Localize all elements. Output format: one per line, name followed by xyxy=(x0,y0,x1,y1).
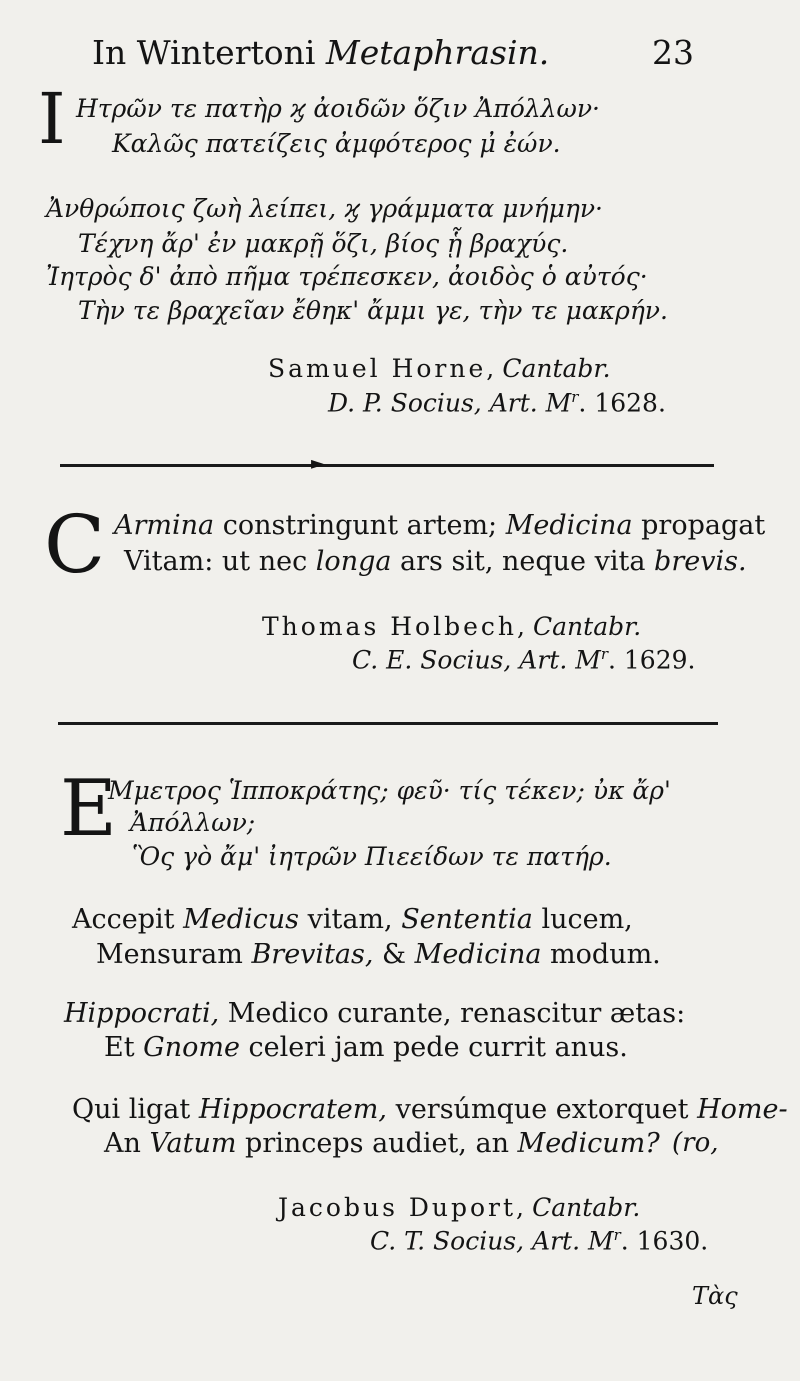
signature-3-sup: r xyxy=(613,1226,621,1244)
latin-3-stanza-3-line-1 xyxy=(72,1096,788,1123)
signature-1-title: D. P. Socius, Art. M xyxy=(328,388,572,418)
signature-1-year: . 1628. xyxy=(578,388,666,418)
signature-3-year: . 1630. xyxy=(620,1226,709,1256)
latin-3-stanza-3-line-2 xyxy=(104,1130,660,1157)
text-span: celeri jam pede currit anus. xyxy=(239,1032,628,1063)
word-armina: Armina xyxy=(114,510,215,541)
word-brevis: brevis. xyxy=(654,546,747,577)
signature-1-author: Samuel Horne, xyxy=(268,354,498,383)
text-span: Accepit xyxy=(72,904,184,935)
header-title-italic: Metaphrasin. xyxy=(325,33,550,72)
header-title-roman: In Wintertoni xyxy=(92,33,326,72)
greek-3-line-1: Μμετρος Ἱπποκράτης; φεῦ· τίς τέκεν; ὐκ ἄρ' xyxy=(108,776,671,805)
section-rule-2 xyxy=(58,722,718,725)
word-longa: longa xyxy=(315,546,392,577)
word-sententia: Sententia xyxy=(401,904,533,935)
text-span: Et xyxy=(104,1032,144,1063)
catchword: Τὰς xyxy=(692,1282,738,1310)
signature-3-place: Cantabr. xyxy=(532,1193,641,1222)
text-span: lucem, xyxy=(532,904,633,935)
section-rule-1 xyxy=(60,464,714,467)
greek-line-1: Ητρῶν τε πατὴρ ϗ ἀοιδῶν ὅζιν Ἀπόλλων· xyxy=(76,94,600,123)
greek-3-line-2: Ἀπόλλων; xyxy=(130,808,256,837)
signature-2-title: C. E. Socius, Art. M xyxy=(352,645,601,675)
greek-line-5: Ἰητρὸς δ' ἀπὸ πῆμα τρέπεσκεν, ἀοιδὸς ὁ αὐτός· xyxy=(46,262,648,291)
signature-2-place: Cantabr. xyxy=(533,612,642,641)
text-span: An xyxy=(104,1128,150,1159)
signature-2-author: Thomas Holbech, xyxy=(262,612,528,641)
rule-1-ornament: ► xyxy=(311,453,325,474)
drop-cap-c: C xyxy=(44,498,106,591)
word-gnome: Gnome xyxy=(143,1032,240,1063)
turnover-ro: (ro, xyxy=(672,1128,719,1158)
text-span: modum. xyxy=(541,939,661,970)
text-span: & xyxy=(373,939,415,970)
signature-3-title: C. T. Socius, Art. M xyxy=(370,1226,614,1256)
greek-line-4: Τέχνη ἄρ' ἐν μακρῇ ὅζι, βίος ᾗ βραχύς. xyxy=(78,229,569,258)
signature-2-year: . 1629. xyxy=(608,645,696,675)
word-hippocratem: Hippocratem, xyxy=(198,1094,387,1125)
latin-couplet-line-2 xyxy=(124,548,747,575)
text-span: Mensuram xyxy=(96,939,252,970)
text-span: propagat xyxy=(632,510,766,541)
text-span: constringunt artem; xyxy=(214,510,506,541)
text-span: Vitam: ut nec xyxy=(124,546,316,577)
greek-line-2: Καλῶς πατείζεις ἀμφότερος μ̓ ἐών. xyxy=(112,129,561,158)
signature-2-name xyxy=(262,614,641,639)
text-span: Medico curante, renascitur ætas: xyxy=(219,998,686,1029)
text-span: ars sit, neque vita xyxy=(391,546,655,577)
signature-3-name xyxy=(278,1195,640,1220)
text-span: vitam, xyxy=(299,904,402,935)
signature-1-credentials xyxy=(328,388,666,418)
word-hippocrati: Hippocrati, xyxy=(64,998,220,1029)
word-home: Home- xyxy=(697,1094,788,1125)
word-medicina: Medicina xyxy=(414,939,542,970)
signature-3-author: Jacobus Duport, xyxy=(278,1193,528,1222)
signature-2-sup: r xyxy=(600,645,608,663)
signature-3-credentials xyxy=(370,1226,709,1256)
word-brevitas: Brevitas, xyxy=(251,939,374,970)
signature-2-credentials xyxy=(352,645,696,675)
latin-couplet-line-1 xyxy=(114,512,765,539)
drop-cap-e: E xyxy=(60,764,117,854)
text-span: versúmque extorquet xyxy=(386,1094,698,1125)
drop-cap-i: I xyxy=(38,78,66,160)
greek-line-6: Τὴν τε βραχεῖαν ἔθηκ' ἄμμι γε, τὴν τε μακρήν. xyxy=(78,296,668,325)
greek-line-3: Ἀνθρώποις ζωὴ λείπει, ϗ γράμματα μνήμην· xyxy=(46,194,603,223)
signature-1-place: Cantabr. xyxy=(502,354,611,383)
greek-3-line-3: Ὃς γὸ ἄμ' ἰητρῶν Πιεείδων τε πατήρ. xyxy=(132,842,612,871)
signature-1-name xyxy=(268,356,611,381)
latin-3-stanza-2-line-1 xyxy=(64,1000,685,1027)
word-medicus: Medicus xyxy=(183,904,299,935)
latin-3-stanza-2-line-2 xyxy=(104,1034,628,1061)
running-header xyxy=(92,33,550,72)
text-span: Qui ligat xyxy=(72,1094,199,1125)
latin-3-stanza-1-line-2 xyxy=(96,941,661,968)
page-number: 23 xyxy=(652,33,694,72)
word-vatum: Vatum xyxy=(149,1128,237,1159)
latin-3-stanza-1-line-1 xyxy=(72,906,633,933)
text-span: princeps audiet, an xyxy=(236,1128,518,1159)
word-medicina: Medicina xyxy=(505,510,633,541)
word-medicum: Medicum? xyxy=(517,1128,660,1159)
signature-1-sup: r xyxy=(571,388,579,406)
